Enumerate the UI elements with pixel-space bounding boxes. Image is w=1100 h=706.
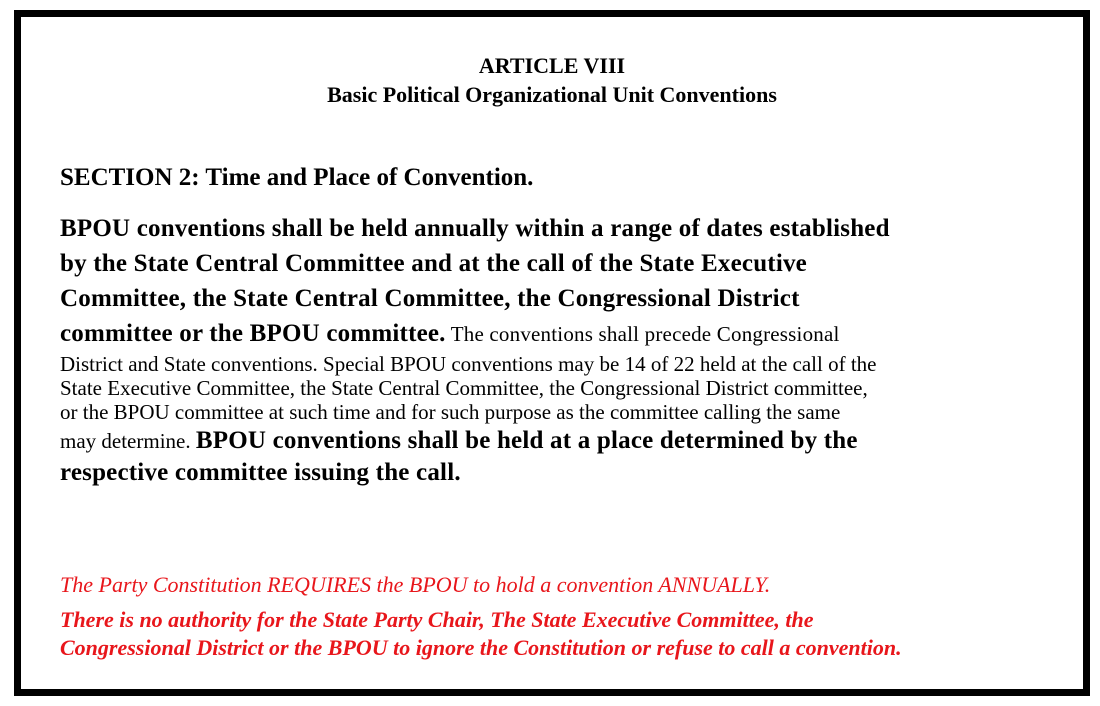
body-line: BPOU conventions shall be held annually within a range of dates established [60, 215, 890, 242]
article-heading [21, 51, 1083, 109]
body-line-mixed [60, 316, 1082, 352]
section-title: SECTION 2: Time and Place of Convention. [60, 164, 534, 191]
body-bold-fragment: committee or the BPOU committee. [60, 320, 446, 347]
body-line: by the State Central Committee and at the call of the State Executive [60, 250, 807, 277]
section-body [60, 211, 1082, 488]
body-regular-fragment: may determine. [60, 429, 196, 453]
body-line: District and State conventions. Special BPOU conventions may be 14 of 22 held at the call of the [60, 352, 877, 376]
body-line: respective committee issuing the call. [60, 459, 461, 486]
article-title: ARTICLE VIII [478, 53, 626, 78]
warning-line: There is no authority for the State Party Chair, The State Executive Committee, the [60, 607, 814, 632]
document-frame [14, 10, 1090, 696]
body-regular-fragment: The conventions shall precede Congressional [445, 322, 840, 346]
article-subtitle: Basic Political Organizational Unit Conventions [327, 82, 777, 107]
body-line: Committee, the State Central Committee, the Congressional District [60, 285, 800, 312]
body-line-mixed [60, 424, 1082, 458]
requirement-note: The Party Constitution REQUIRES the BPOU to hold a convention ANNUALLY. [60, 572, 771, 597]
warning-line: Congressional District or the BPOU to ignore the Constitution or refuse to call a convention. [60, 635, 902, 660]
authority-warning [60, 606, 902, 662]
body-bold-fragment: BPOU conventions shall be held at a place determined by the [195, 427, 858, 454]
body-line: State Executive Committee, the State Central Committee, the Congressional District committee, [60, 376, 868, 400]
body-line: or the BPOU committee at such time and for such purpose as the committee calling the same [60, 400, 841, 424]
